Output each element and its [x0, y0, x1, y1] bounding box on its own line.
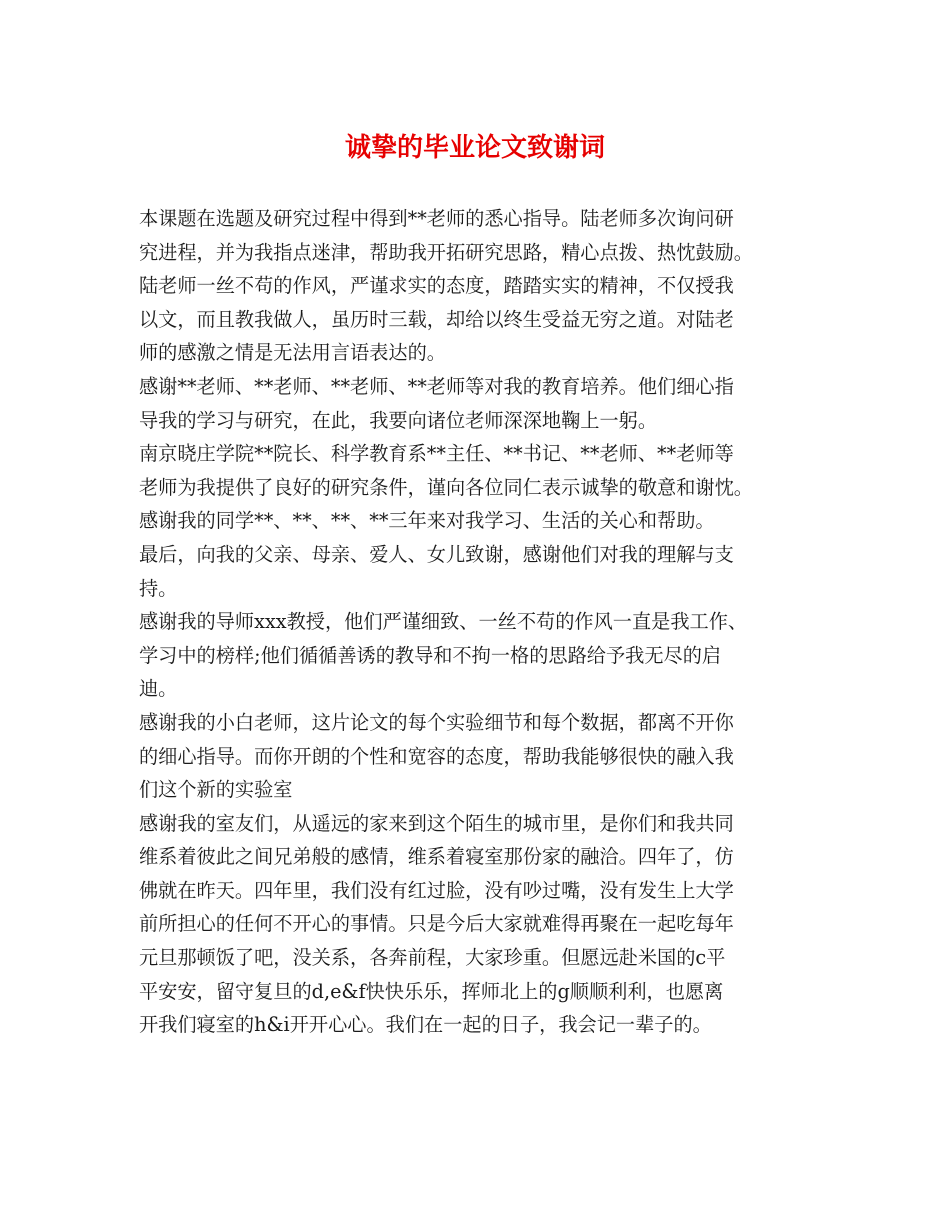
text-line: 本课题在选题及研究过程中得到**老师的悉心指导。陆老师多次询问研 [139, 207, 734, 230]
text-line: 究进程，并为我指点迷津，帮助我开拓研究思路，精心点拨、热忱鼓励。 [139, 240, 753, 264]
text-line: 老师为我提供了良好的研究条件，谨向各位同仁表示诚挚的敬意和谢忱。 [139, 475, 753, 499]
text-line: 的细心指导。而你开朗的个性和宽容的态度，帮助我能够很快的融入我 [139, 744, 734, 768]
text-line: 前所担心的任何不开心的事情。只是今后大家就难得再聚在一起吃每年 [139, 912, 734, 936]
text-line: 陆老师一丝不苟的作风，严谨求实的态度，踏踏实实的精神，不仅授我 [139, 274, 734, 298]
text-line: 感谢我的导师xxx教授，他们严谨细致、一丝不苟的作风一直是我工作、 [139, 610, 748, 634]
text-line: 迪。 [139, 677, 178, 701]
document-title: 诚挚的毕业论文致谢词 [344, 133, 605, 163]
text-line: 开我们寝室的h&i开开心心。我们在一起的日子，我会记一辈子的。 [139, 1013, 712, 1037]
text-line: 感谢**老师、**老师、**老师、**老师等对我的教育培养。他们细心指 [139, 374, 734, 398]
text-line: 感谢我的小白老师，这片论文的每个实验细节和每个数据，都离不开你 [139, 710, 734, 734]
text-line: 感谢我的同学**、**、**、**三年来对我学习、生活的关心和帮助。 [139, 509, 715, 533]
text-line: 学习中的榜样;他们循循善诱的教导和不拘一格的思路给予我无尽的启 [139, 643, 722, 667]
text-line: 以文，而且教我做人，虽历时三载，却给以终生受益无穷之道。对陆老 [139, 307, 734, 331]
text-line: 师的感激之情是无法用言语表达的。 [139, 341, 446, 365]
document-body [139, 202, 829, 1042]
text-line: 持。 [139, 576, 178, 600]
text-line: 南京晓庄学院**院长、科学教育系**主任、**书记、**老师、**老师等 [139, 442, 734, 466]
text-line: 最后，向我的父亲、母亲、爱人、女儿致谢，感谢他们对我的理解与支 [139, 542, 734, 566]
text-line: 感谢我的室友们，从遥远的家来到这个陌生的城市里，是你们和我共同 [139, 811, 734, 835]
text-line: 们这个新的实验室 [139, 778, 293, 802]
text-line: 平安安，留守复旦的d,e&f快快乐乐，挥师北上的g顺顺利利，也愿离 [139, 979, 724, 1003]
text-line: 佛就在昨天。四年里，我们没有红过脸，没有吵过嘴，没有发生上大学 [139, 878, 734, 902]
text-line: 维系着彼此之间兄弟般的感情，维系着寝室那份家的融洽。四年了，仿 [139, 845, 734, 869]
text-line: 导我的学习与研究，在此，我要向诸位老师深深地鞠上一躬。 [139, 408, 658, 432]
text-line: 元旦那顿饭了吧，没关系，各奔前程，大家珍重。但愿远赴米国的c平 [139, 946, 726, 970]
